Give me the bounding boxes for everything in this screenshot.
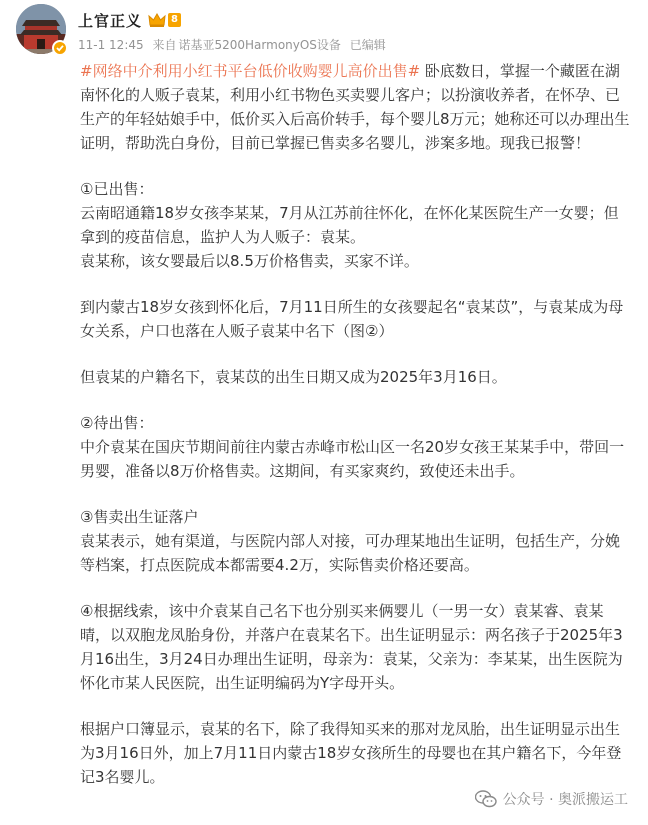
pending-section xyxy=(80,411,630,483)
sold-text-3: 到内蒙古18岁女孩到怀化后，7月11日所生的女孩婴起名“袁某苡”，与袁某成为母女关系，户口也落在人贩子袁某中名下（图②） xyxy=(80,298,624,340)
post-header xyxy=(0,0,648,58)
sold-heading: ①已出售： xyxy=(80,180,154,198)
sold-section xyxy=(80,177,630,273)
wechat-icon xyxy=(475,790,497,808)
intro-paragraph xyxy=(80,59,630,155)
post-meta xyxy=(78,36,391,53)
avatar[interactable] xyxy=(16,4,66,54)
sold-text-2: 袁某称，该女婴最后以8.5万价格售卖，买家不详。 xyxy=(80,252,419,270)
sold-text-1: 云南昭通籍18岁女孩李某某，7月从江苏前往怀化，在怀化某医院生产一女婴；但拿到的疫苗信息，监护人为人贩子：袁某。 xyxy=(80,204,619,246)
certificate-text: 袁某表示，她有渠道，与医院内部人对接，可办理某地出生证明，包括生产，分娩等档案，打点医院成本都需要4.2万，实际售卖价格还要高。 xyxy=(80,532,621,574)
source-device[interactable]: 诺基亚5200HarmonyOS设备 xyxy=(178,38,341,52)
author-name[interactable]: 上官正义 xyxy=(78,11,143,30)
pending-heading: ②待出售： xyxy=(80,414,154,432)
post-content xyxy=(80,59,630,789)
certificate-heading: ③售卖出生证落户 xyxy=(80,508,199,526)
vip-level-badge: 8 xyxy=(168,13,181,27)
household-text: 根据户口簿显示，袁某的名下，除了我得知买来的那对龙凤胎，出生证明显示出生为3月16日外，加上7月11日内蒙古18岁女孩所生的母婴也在其户籍名下，今年登记3名婴儿。 xyxy=(80,720,622,786)
intro-text: 卧底数日，掌握一个藏匿在湖南怀化的人贩子袁某，利用小红书物色买卖婴儿客户；以扮演收养者，在怀孕、已生产的年轻姑娘手中，低价买入后高价转手，每个婴儿8万元；她称还可以办理出生证明，帮助洗白身份，目前已掌握已售卖多名婴儿，涉案多地。现我已报警！ xyxy=(80,62,630,152)
edited-label[interactable]: 已编辑 xyxy=(349,38,386,52)
watermark-text: 公众号 · 奥派搬运工 xyxy=(502,792,628,808)
author-line xyxy=(78,9,181,31)
watermark xyxy=(475,788,628,810)
topic-link[interactable]: #网络中介利用小红书平台低价收购婴儿高价出售# xyxy=(80,62,421,80)
clue-text: ④根据线索，该中介袁某自己名下也分别买来俩婴儿（一男一女）袁某睿、袁某晴，以双胞龙凤胎身份，并落户在袁某名下。出生证明显示：两名孩子于2025年3月16出生，3月24日办理出生证明，母亲为：袁某，父亲为：李某某，出生医院为怀化市某人民医院，出生证明编码为Y字母开头。 xyxy=(80,602,623,692)
post-time[interactable]: 11-1 12:45 xyxy=(78,38,144,52)
certificate-section xyxy=(80,505,630,577)
pending-text: 中介袁某在国庆节期间前往内蒙古赤峰市松山区一名20岁女孩王某某手中，带回一男婴，准备以8万价格售卖。这期间，有买家爽约，致使还未出手。 xyxy=(80,438,625,480)
source-prefix: 来自 xyxy=(152,38,177,52)
crown-icon xyxy=(148,12,166,28)
verified-icon xyxy=(52,40,68,56)
sold-text-4: 但袁某的户籍名下，袁某苡的出生日期又成为2025年3月16日。 xyxy=(80,368,507,386)
